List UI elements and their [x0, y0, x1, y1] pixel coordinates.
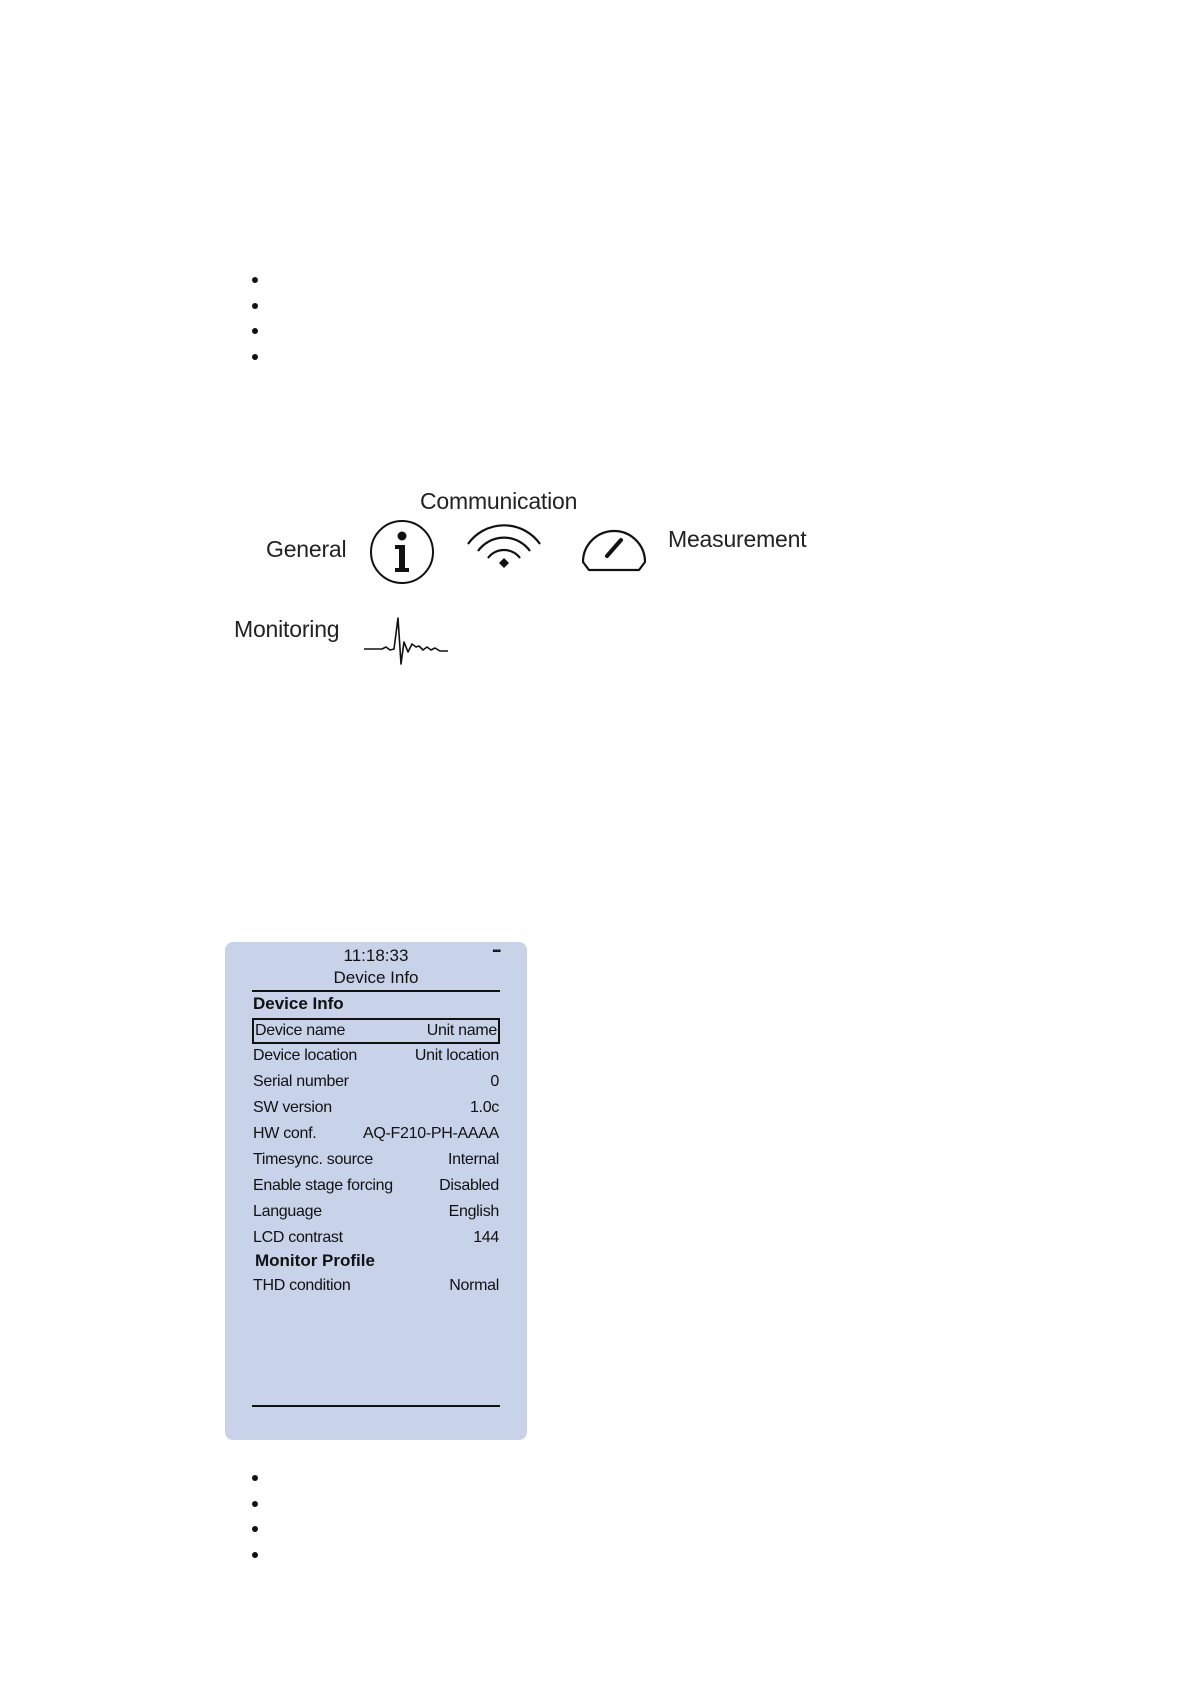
row-label: Device location: [253, 1047, 358, 1064]
row-label: Language: [253, 1203, 322, 1220]
row-sw-version[interactable]: [252, 1096, 500, 1120]
row-serial-number[interactable]: [252, 1070, 500, 1094]
screen-title: Device Info: [333, 968, 419, 987]
section-heading-device-info: Device Info: [253, 994, 344, 1013]
bullet-item: [252, 1543, 272, 1569]
info-icon: [368, 518, 436, 586]
row-value: Internal: [448, 1151, 499, 1168]
row-hw-conf[interactable]: [252, 1122, 500, 1146]
signal-indicator-icon: ▪▪▪: [492, 946, 500, 957]
row-label: SW version: [253, 1099, 332, 1116]
row-label: THD condition: [253, 1277, 351, 1294]
row-value: Unit name: [426, 1022, 497, 1039]
row-value: 144: [473, 1229, 499, 1246]
row-value: Disabled: [439, 1177, 499, 1194]
lcd-device-info-screen: [225, 942, 527, 1440]
measurement-label: Measurement: [668, 526, 807, 552]
wireless-icon: [464, 518, 544, 570]
row-value: Unit location: [414, 1047, 499, 1064]
row-label: Enable stage forcing: [253, 1177, 393, 1194]
general-label: General: [266, 536, 347, 562]
row-value: 0: [490, 1073, 499, 1090]
row-value: AQ-F210-PH-AAAA: [363, 1125, 499, 1142]
row-value: English: [448, 1203, 499, 1220]
menu-icons-figure: [230, 482, 818, 672]
section-heading-monitor-profile: Monitor Profile: [255, 1251, 375, 1270]
clock: 11:18:33: [343, 946, 409, 965]
row-value: Normal: [449, 1277, 499, 1294]
bullet-item: [252, 1466, 272, 1492]
row-enable-stage-forcing[interactable]: [252, 1174, 500, 1198]
row-device-location[interactable]: [252, 1044, 500, 1068]
bullet-item: [252, 1517, 272, 1543]
row-timesync-source[interactable]: [252, 1148, 500, 1172]
row-label: Timesync. source: [253, 1151, 373, 1168]
row-label: Serial number: [253, 1073, 349, 1090]
row-lcd-contrast[interactable]: [252, 1226, 500, 1250]
row-label: LCD contrast: [253, 1229, 343, 1246]
gauge-icon: [579, 518, 649, 574]
divider: [252, 990, 500, 992]
bullet-item: [252, 319, 272, 345]
row-label: HW conf.: [253, 1125, 317, 1142]
bullet-item: [252, 345, 272, 371]
bullet-item: [252, 1492, 272, 1518]
row-device-name[interactable]: [252, 1018, 500, 1044]
bullet-item: [252, 268, 272, 294]
row-thd-condition[interactable]: [252, 1274, 500, 1298]
divider: [252, 1405, 500, 1407]
bullet-list-top: [252, 268, 272, 370]
row-value: 1.0c: [469, 1099, 499, 1116]
monitoring-label: Monitoring: [234, 616, 340, 642]
communication-label: Communication: [420, 488, 578, 514]
bullet-list-bottom: [252, 1466, 272, 1568]
row-language[interactable]: [252, 1200, 500, 1224]
bullet-item: [252, 294, 272, 320]
row-label: Device name: [255, 1022, 346, 1039]
waveform-icon: [362, 616, 450, 668]
